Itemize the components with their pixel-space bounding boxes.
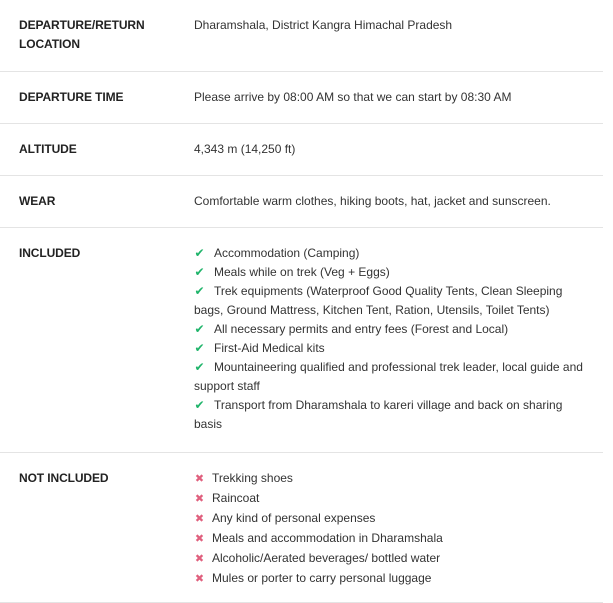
check-icon: ✔ (194, 341, 205, 355)
cross-icon: ✖ (194, 553, 205, 565)
row-wear (0, 176, 603, 228)
included-item-text: First-Aid Medical kits (214, 341, 325, 355)
list-item (194, 549, 591, 569)
not-included-label: NOT INCLUDED (19, 471, 109, 485)
departure-location-label: DEPARTURE/RETURN LOCATION (19, 18, 145, 51)
not-included-item-text: Raincoat (212, 491, 260, 505)
included-item-text: Transport from Dharamshala to kareri village and back on sharing basis (194, 398, 563, 431)
row-departure-location (0, 0, 603, 72)
list-item (194, 396, 591, 434)
check-icon: ✔ (194, 246, 205, 260)
list-item (194, 339, 591, 358)
check-icon: ✔ (194, 360, 205, 374)
not-included-item-text: Any kind of personal expenses (212, 511, 376, 525)
included-item-text: Meals while on trek (Veg + Eggs) (214, 265, 390, 279)
cross-icon: ✖ (194, 493, 205, 505)
not-included-item-text: Mules or porter to carry personal luggage (212, 571, 432, 585)
check-icon: ✔ (194, 265, 205, 279)
row-departure-time (0, 72, 603, 124)
included-item-text: Accommodation (Camping) (214, 246, 360, 260)
list-item (194, 358, 591, 396)
included-label: INCLUDED (19, 246, 81, 260)
altitude-value: 4,343 m (14,250 ft) (194, 142, 296, 156)
check-icon: ✔ (194, 322, 205, 336)
check-icon: ✔ (194, 284, 205, 298)
included-item-text: Mountaineering qualified and professional trek leader, local guide and support staff (194, 360, 583, 393)
included-value (194, 244, 603, 452)
cross-icon: ✖ (194, 513, 205, 525)
list-item (194, 489, 591, 509)
list-item (194, 282, 591, 320)
departure-time-label: DEPARTURE TIME (19, 90, 124, 104)
altitude-label: ALTITUDE (19, 142, 77, 156)
list-item (194, 320, 591, 339)
included-item-text: All necessary permits and entry fees (Forest and Local) (214, 322, 509, 336)
list-item (194, 509, 591, 529)
not-included-item-text: Meals and accommodation in Dharamshala (212, 531, 443, 545)
row-altitude (0, 124, 603, 176)
included-item-text: Trek equipments (Waterproof Good Quality Tents, Clean Sleeping bags, Ground Mattress, Kitchen Tent, Ration, Utensils, Toilet Tents) (194, 284, 563, 317)
list-item (194, 244, 591, 263)
not-included-item-text: Alcoholic/Aerated beverages/ bottled water (212, 551, 441, 565)
wear-value: Comfortable warm clothes, hiking boots, hat, jacket and sunscreen. (194, 194, 551, 208)
departure-time-value: Please arrive by 08:00 AM so that we can start by 08:30 AM (194, 90, 512, 104)
row-not-included (0, 453, 603, 603)
wear-label: WEAR (19, 194, 56, 208)
list-item (194, 529, 591, 549)
list-item (194, 569, 591, 589)
departure-location-value: Dharamshala, District Kangra Himachal Pradesh (194, 18, 453, 32)
list-item (194, 469, 591, 489)
cross-icon: ✖ (194, 573, 205, 585)
not-included-value (194, 469, 603, 602)
not-included-item-text: Trekking shoes (212, 471, 293, 485)
cross-icon: ✖ (194, 533, 205, 545)
row-included (0, 228, 603, 453)
list-item (194, 263, 591, 282)
check-icon: ✔ (194, 398, 205, 412)
cross-icon: ✖ (194, 473, 205, 485)
included-list (194, 244, 591, 434)
not-included-list (194, 469, 591, 589)
